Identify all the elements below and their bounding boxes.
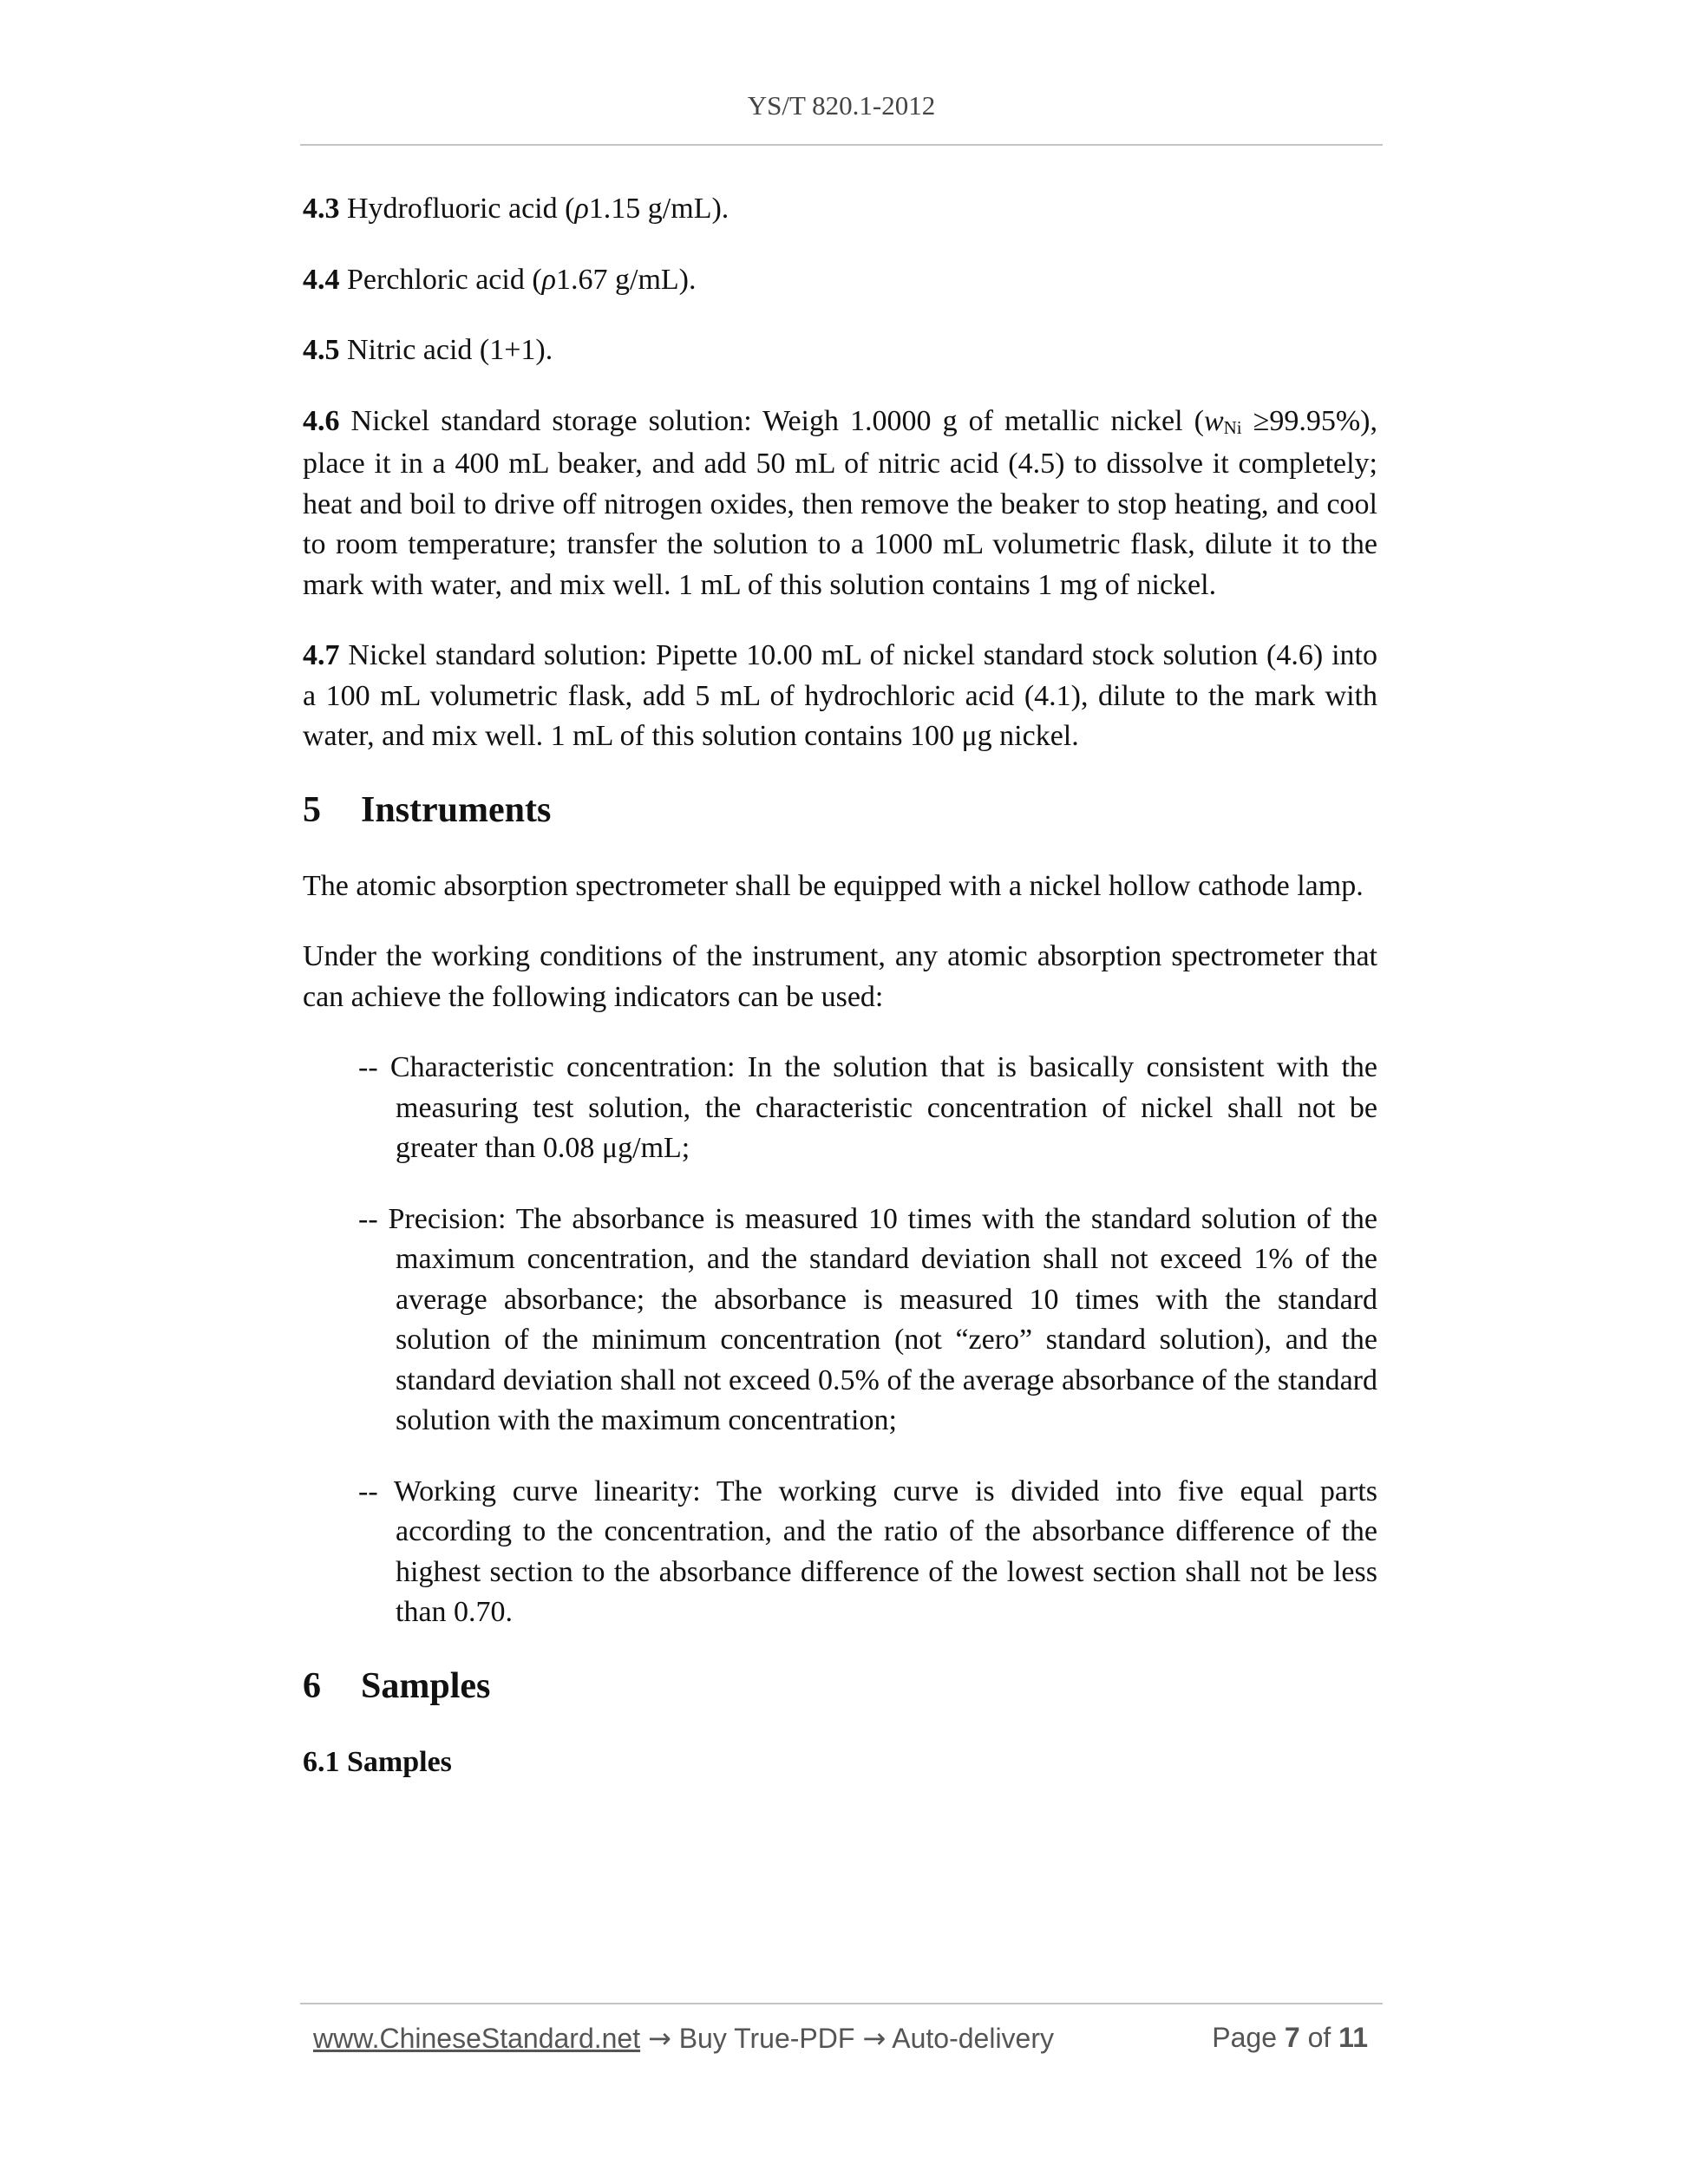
clause-text: Nickel standard storage solution: Weigh 1.0000 g of metallic nickel ( <box>339 404 1204 437</box>
page-footer <box>313 2022 1371 2060</box>
section-title: Samples <box>361 1665 491 1706</box>
clause-text: ≥99.95%), place it in a 400 mL beaker, and add 50 mL of nitric acid (4.5) to dissolve it completely; heat and boil to drive off nitrogen oxides, then remove the beaker to stop heating, and cool to room temperature; transfer the solution to a 1000 mL volumetric flask, dilute it to the mark with water, and mix well. 1 mL of this solution contains 1 mg of nickel. <box>303 404 1377 601</box>
list-item-working-curve-linearity: -- Working curve linearity: The working curve is divided into five equal parts according to the concentration, and the ratio of the absorbance difference of the highest section to the absorbance difference of the lowest section shall not be less than 0.70. <box>358 1475 1377 1628</box>
auto-delivery-text: Auto-delivery <box>892 2023 1054 2054</box>
clause-text: Hydrofluoric acid ( <box>339 193 575 225</box>
clause-4-3 <box>303 189 1377 230</box>
arrow-right-icon: → <box>862 2022 887 2055</box>
section-5-paragraph: The atomic absorption spectrometer shall be equipped with a nickel hollow cathode lamp. <box>303 869 1364 902</box>
page-indicator <box>1212 2022 1368 2054</box>
section-title: Instruments <box>361 789 552 830</box>
footer-divider <box>300 2003 1383 2004</box>
arrow-right-icon: → <box>648 2022 671 2055</box>
list-item-characteristic-concentration: -- Characteristic concentration: In the solution that is basically consistent with the measuring test solution, the characteristic concentration of nickel shall not be greater than 0.08 μg/mL; <box>358 1051 1377 1164</box>
clause-text: Perchloric acid ( <box>339 263 542 296</box>
rho-symbol: ρ <box>541 263 556 296</box>
clause-4-7 <box>303 636 1377 757</box>
website-link[interactable]: www.ChineseStandard.net <box>313 2023 641 2054</box>
clause-text: Nitric acid (1+1). <box>339 334 553 366</box>
document-code-header: YS/T 820.1-2012 <box>747 90 936 121</box>
clause-4-6 <box>303 402 1377 606</box>
page-label: Page <box>1212 2022 1278 2053</box>
page-total: 11 <box>1338 2022 1368 2053</box>
rho-symbol: ρ <box>574 193 589 225</box>
section-number: 5 <box>303 789 321 830</box>
clause-text: Nickel standard solution: Pipette 10.00 mL of nickel standard stock solution (4.6) into a 100 mL volumetric flask, add 5 mL of hydrochloric acid (4.1), dilute to the mark with water, and mix well. 1 mL of this solution contains 100 μg nickel. <box>303 639 1377 752</box>
section-5-paragraph: Under the working conditions of the instrument, any atomic absorption spectrometer that can achieve the following indicators can be used: <box>303 940 1377 1013</box>
section-number: 6 <box>303 1665 321 1706</box>
nickel-subscript: Ni <box>1223 416 1242 438</box>
of-label: of <box>1307 2022 1331 2053</box>
page-number: 7 <box>1284 2022 1300 2053</box>
header-divider <box>300 144 1383 146</box>
clause-4-4 <box>303 260 1377 301</box>
clause-number: 4.6 <box>303 404 340 437</box>
list-item-precision: -- Precision: The absorbance is measured 10 times with the standard solution of the maximum concentration, and the standard deviation shall not exceed 1% of the average absorbance; the absorbance is measured 10 times with the standard solution of the minimum concentration (not “zero” standard solution), and the standard deviation shall not exceed 0.5% of the average absorbance of the standard solution with the maximum concentration; <box>358 1202 1377 1436</box>
clause-text: 1.15 g/mL). <box>588 193 730 225</box>
buy-true-pdf-text: Buy True-PDF <box>678 2023 855 2054</box>
clause-number: 4.5 <box>303 334 340 366</box>
section-5-heading <box>303 788 1377 832</box>
clause-number: 4.4 <box>303 263 340 296</box>
clause-number: 4.7 <box>303 639 340 671</box>
clause-text: 1.67 g/mL). <box>556 263 697 296</box>
document-body <box>303 189 1377 1782</box>
mass-fraction-symbol: w <box>1203 404 1224 437</box>
section-6-heading <box>303 1664 1377 1708</box>
clause-number: 4.3 <box>303 193 340 225</box>
subsection-6-1-heading: 6.1 Samples <box>303 1745 452 1778</box>
clause-4-5 <box>303 330 1377 371</box>
